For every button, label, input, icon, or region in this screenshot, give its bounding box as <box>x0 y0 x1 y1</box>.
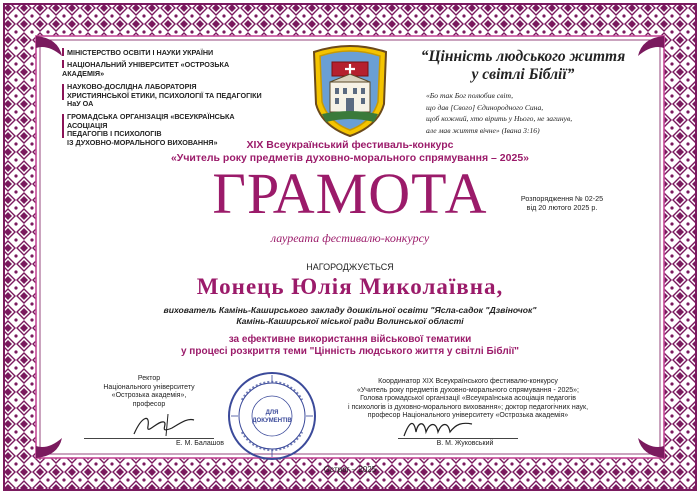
rector-name: Е. М. Балашов <box>176 440 224 447</box>
rector-title-line3: «Острозька академія», <box>111 392 187 400</box>
awarded-label: НАГОРОДЖУЄТЬСЯ <box>306 262 394 272</box>
org-lab-line1: НАУКОВО-ДОСЛІДНА ЛАБОРАТОРІЯ <box>67 82 197 92</box>
org-ministry: МІНІСТЕРСТВО ОСВІТИ І НАУКИ УКРАЇНИ <box>67 48 214 57</box>
award-reason <box>90 334 610 358</box>
certificate-subtitle: лауреата фестивалю-конкурсу <box>270 231 430 245</box>
official-stamp <box>226 370 318 462</box>
festival-line2: «Учитель року предметів духовно-морального спрямування – 2025» <box>170 152 530 164</box>
stamp-text-line2: ДОКУМЕНТІВ <box>252 418 292 424</box>
rector-title-line2: Національного університету <box>103 383 195 391</box>
rector-title-line4: професор <box>132 400 166 408</box>
coordinator-name: В. М. Жуковський <box>436 440 494 447</box>
coordinator-signature-block <box>318 378 618 421</box>
motto-line1: “Цінність людського життя <box>420 48 626 65</box>
coordinator-title-line2: «Учитель року предметів духовно-морального спрямування - 2025»; <box>356 386 580 394</box>
verse-line2: що дав [Свого] Єдинородного Сина, <box>426 102 544 112</box>
footer-place-year: Острог – 2025 <box>323 465 377 474</box>
reason-line1: за ефективне використання військової тематики <box>228 334 472 345</box>
org-association-line3: ІЗ ДУХОВНО-МОРАЛЬНОГО ВИХОВАННЯ» <box>67 137 218 147</box>
coordinator-signature-line <box>398 438 518 439</box>
festival-line1: ХІХ Всеукраїнський фестиваль-конкурс <box>246 139 454 151</box>
coordinator-title-line1: Координатор ХІХ Всеукраїнського фестивалю-конкурсу <box>378 378 558 385</box>
bible-verse <box>426 90 626 136</box>
verse-line3: щоб кожний, хто вірить у Нього, не загинув, <box>426 114 573 123</box>
org-association-line1: ГРОМАДСЬКА ОРГАНІЗАЦІЯ «ВСЕУКРАЇНСЬКА АСОЦІАЦІЯ <box>67 112 235 130</box>
position-line1: вихователь Камінь-Каширського закладу дошкільної освіти "Ясла-садок "Дзвіночок" <box>163 305 537 315</box>
coordinator-title-line5: професор Національного університету «Острозька академія» <box>367 412 569 420</box>
position-line2: Камінь-Каширської міської ради Волинської області <box>236 316 464 326</box>
organizations-block <box>62 48 267 151</box>
org-lab-line2: ХРИСТИЯНСЬКОЇ ЕТИКИ, ПСИХОЛОГІЇ ТА ПЕДАГОГІКИ НаУ ОА <box>67 90 262 109</box>
reason-line2: у процесі розкриття теми "Цінність людського життя у світлі Біблії" <box>180 346 520 357</box>
coordinator-title-line3: Голова громадської організації «Всеукраїнська асоціація педагогів <box>360 395 576 403</box>
order-number: Розпорядження № 02-25 <box>520 194 604 203</box>
motto <box>398 48 648 84</box>
recipient-name: Монець Юлія Миколаївна, <box>196 274 504 299</box>
rector-title-line1: Ректор <box>137 375 161 382</box>
rector-signature-line <box>84 438 214 439</box>
org-association-line2: ПЕДАГОГІВ І ПСИХОЛОГІВ <box>67 129 162 139</box>
verse-line1: «Бо так Бог полюбив світ, <box>426 91 514 100</box>
rector-signature <box>128 410 198 440</box>
verse-line4: але мав життя вічне» (Івана 3:16) <box>426 125 540 135</box>
org-university: НАЦІОНАЛЬНИЙ УНІВЕРСИТЕТ «ОСТРОЗЬКА АКАДЕМІЯ» <box>62 60 230 78</box>
certificate-title: ГРАМОТА <box>212 161 488 226</box>
coat-of-arms-emblem <box>308 42 392 138</box>
stamp-text-line1: ДЛЯ <box>265 410 279 416</box>
motto-line2: у світлі Біблії” <box>471 66 575 83</box>
order-date: від 20 лютого 2025 р. <box>526 203 598 212</box>
order-reference <box>502 194 622 212</box>
coordinator-title-line4: і психологів із духовно-морального виховання»; доктор педагогічних наук, <box>347 403 589 411</box>
rector-signature-block <box>74 375 224 409</box>
recipient-position <box>90 305 610 327</box>
